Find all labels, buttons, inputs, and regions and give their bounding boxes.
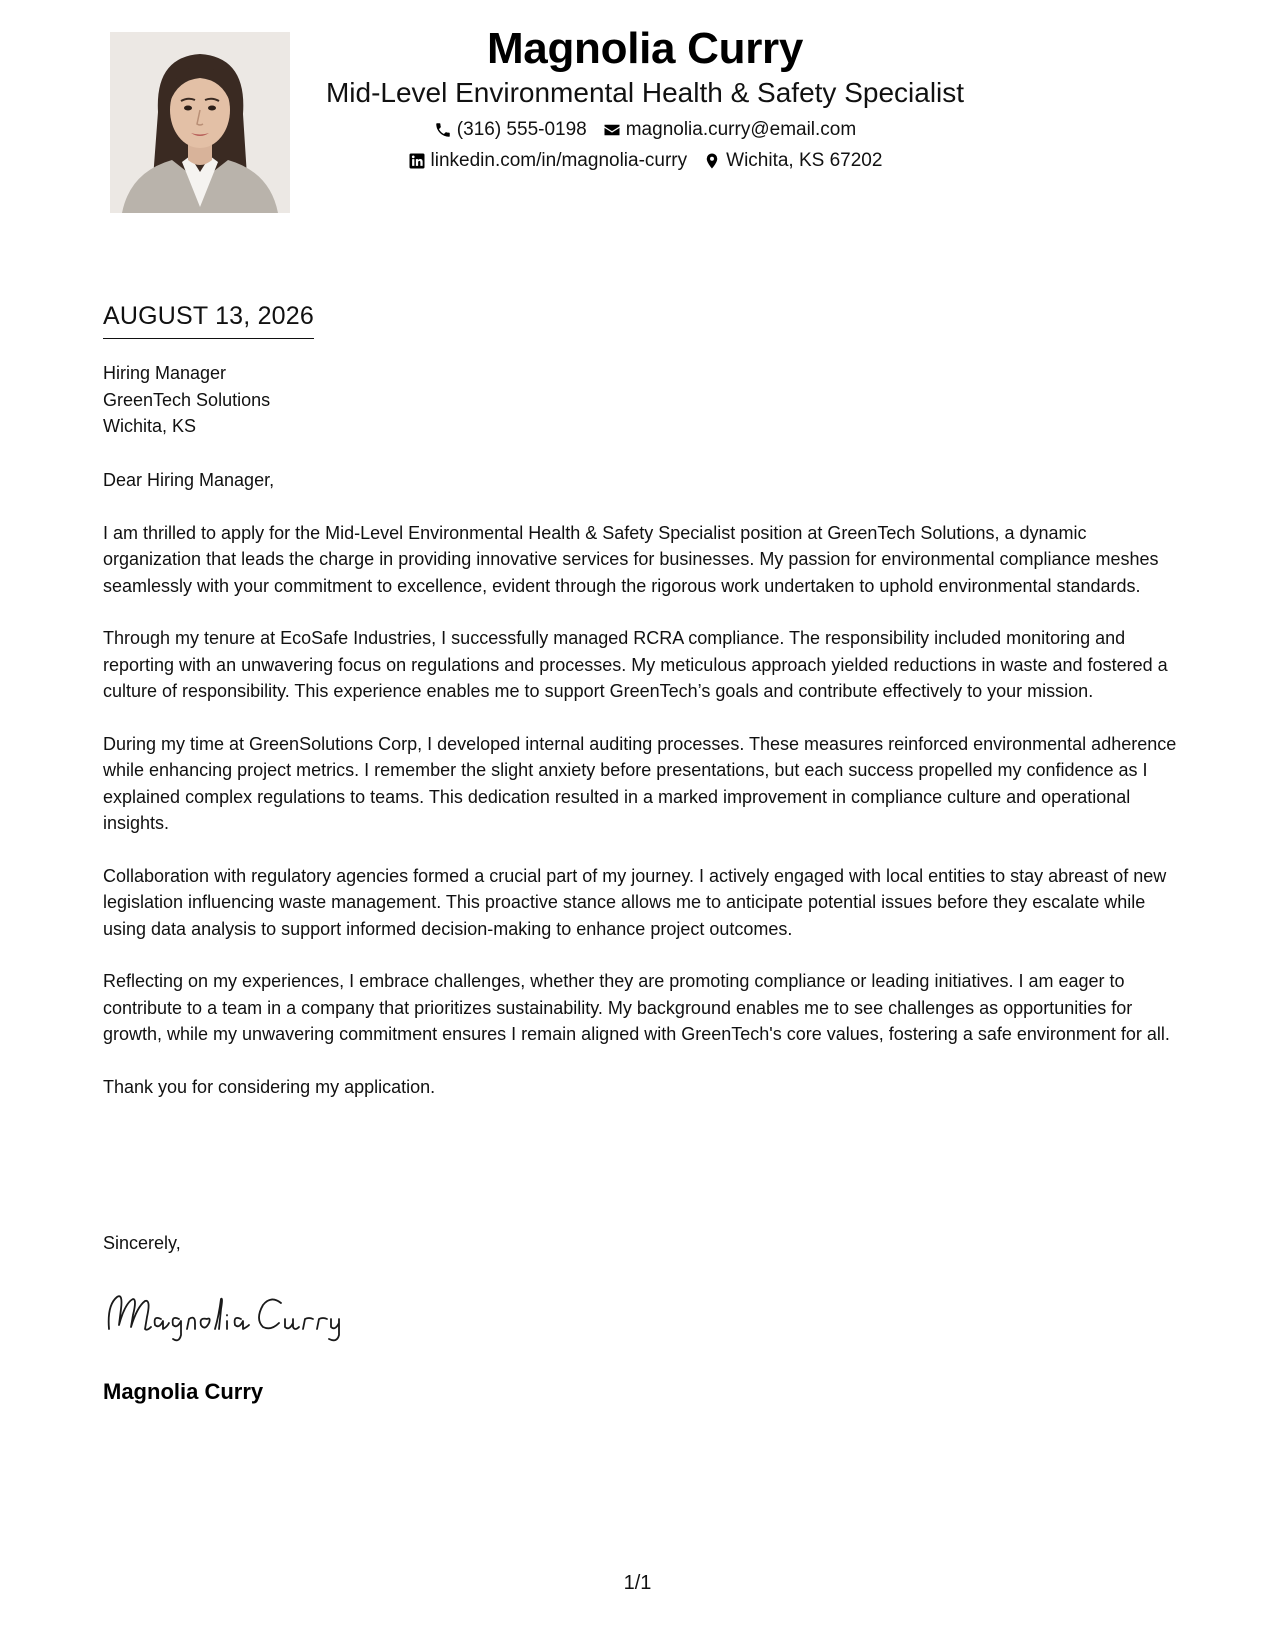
contact-phone[interactable] xyxy=(434,118,587,142)
recipient-title: Hiring Manager xyxy=(103,363,227,383)
applicant-role: Mid-Level Environmental Health & Safety Specialist xyxy=(325,77,965,108)
body-paragraph: During my time at GreenSolutions Corp, I developed internal auditing processes. These measures reinforced environmental adherence while enhancing project metrics. I remember the slight anxiety before presentations, but each success propelled my confidence as I explained complex regulations to teams. This dedication resulted in a marked improvement in compliance culture and operational insights. xyxy=(103,733,1177,833)
location-text: Wichita, KS 67202 xyxy=(726,150,883,171)
phone-icon xyxy=(434,121,452,139)
portrait-illustration xyxy=(110,32,290,213)
email-text: magnolia.curry@email.com xyxy=(625,119,857,140)
letter-date: AUGUST 13, 2026 xyxy=(103,300,314,339)
body-paragraph: Thank you for considering my application. xyxy=(103,1076,436,1097)
body-paragraph: I am thrilled to apply for the Mid-Level Environmental Health & Safety Specialist position at GreenTech Solutions, a dynamic organization that leads the charge in providing innovative services for businesses. My passion for environmental compliance meshes seamlessly with your commitment to excellence, evident through the rigorous work undertaken to uphold environmental standards. xyxy=(103,522,1159,596)
envelope-icon xyxy=(603,121,621,139)
handwritten-signature xyxy=(103,1285,373,1345)
page-number: 1/1 xyxy=(623,1572,652,1594)
contact-location xyxy=(703,149,882,173)
contact-line-2 xyxy=(290,149,1000,173)
applicant-name: Magnolia Curry xyxy=(486,24,804,73)
closing: Sincerely, xyxy=(103,1233,181,1253)
letter-header xyxy=(290,20,1000,173)
recipient-block xyxy=(103,360,270,440)
recipient-company: GreenTech Solutions xyxy=(103,389,271,410)
body-paragraph: Through my tenure at EcoSafe Industries, I successfully managed RCRA compliance. The responsibility included monitoring and reporting with an unwavering focus on regulations and processes. My meticulous approach yielded reductions in waste and fostered a culture of responsibility. This experience enables me to support GreenTech’s goals and contribute effectively to your mission. xyxy=(103,628,1168,701)
profile-photo xyxy=(110,32,290,213)
body-paragraph: Reflecting on my experiences, I embrace challenges, whether they are promoting compliance or leading initiatives. I am eager to contribute to a team in a company that prioritizes sustainability. My background enables me to see challenges as opportunities for growth, while my unwavering commitment ensures I remain aligned with GreenTech's core values, fostering a safe environment for all. xyxy=(103,971,1170,1044)
letter-body xyxy=(103,467,1183,1126)
body-paragraph: Collaboration with regulatory agencies formed a crucial part of my journey. I actively engaged with local entities to stay abreast of new legislation influencing waste management. This proactive stance allows me to anticipate potential issues before they escalate while using data analysis to support informed decision-making to enhance project outcomes. xyxy=(103,865,1167,939)
recipient-city: Wichita, KS xyxy=(103,416,197,436)
contact-line-1 xyxy=(290,118,1000,142)
map-pin-icon xyxy=(703,152,721,170)
salutation: Dear Hiring Manager, xyxy=(103,470,275,490)
contact-email[interactable] xyxy=(603,118,856,142)
signed-name: Magnolia Curry xyxy=(103,1379,264,1404)
phone-text: (316) 555-0198 xyxy=(456,119,587,140)
linkedin-text: linkedin.com/in/magnolia-curry xyxy=(430,150,688,171)
linkedin-icon xyxy=(408,152,426,170)
contact-linkedin[interactable] xyxy=(408,149,688,173)
